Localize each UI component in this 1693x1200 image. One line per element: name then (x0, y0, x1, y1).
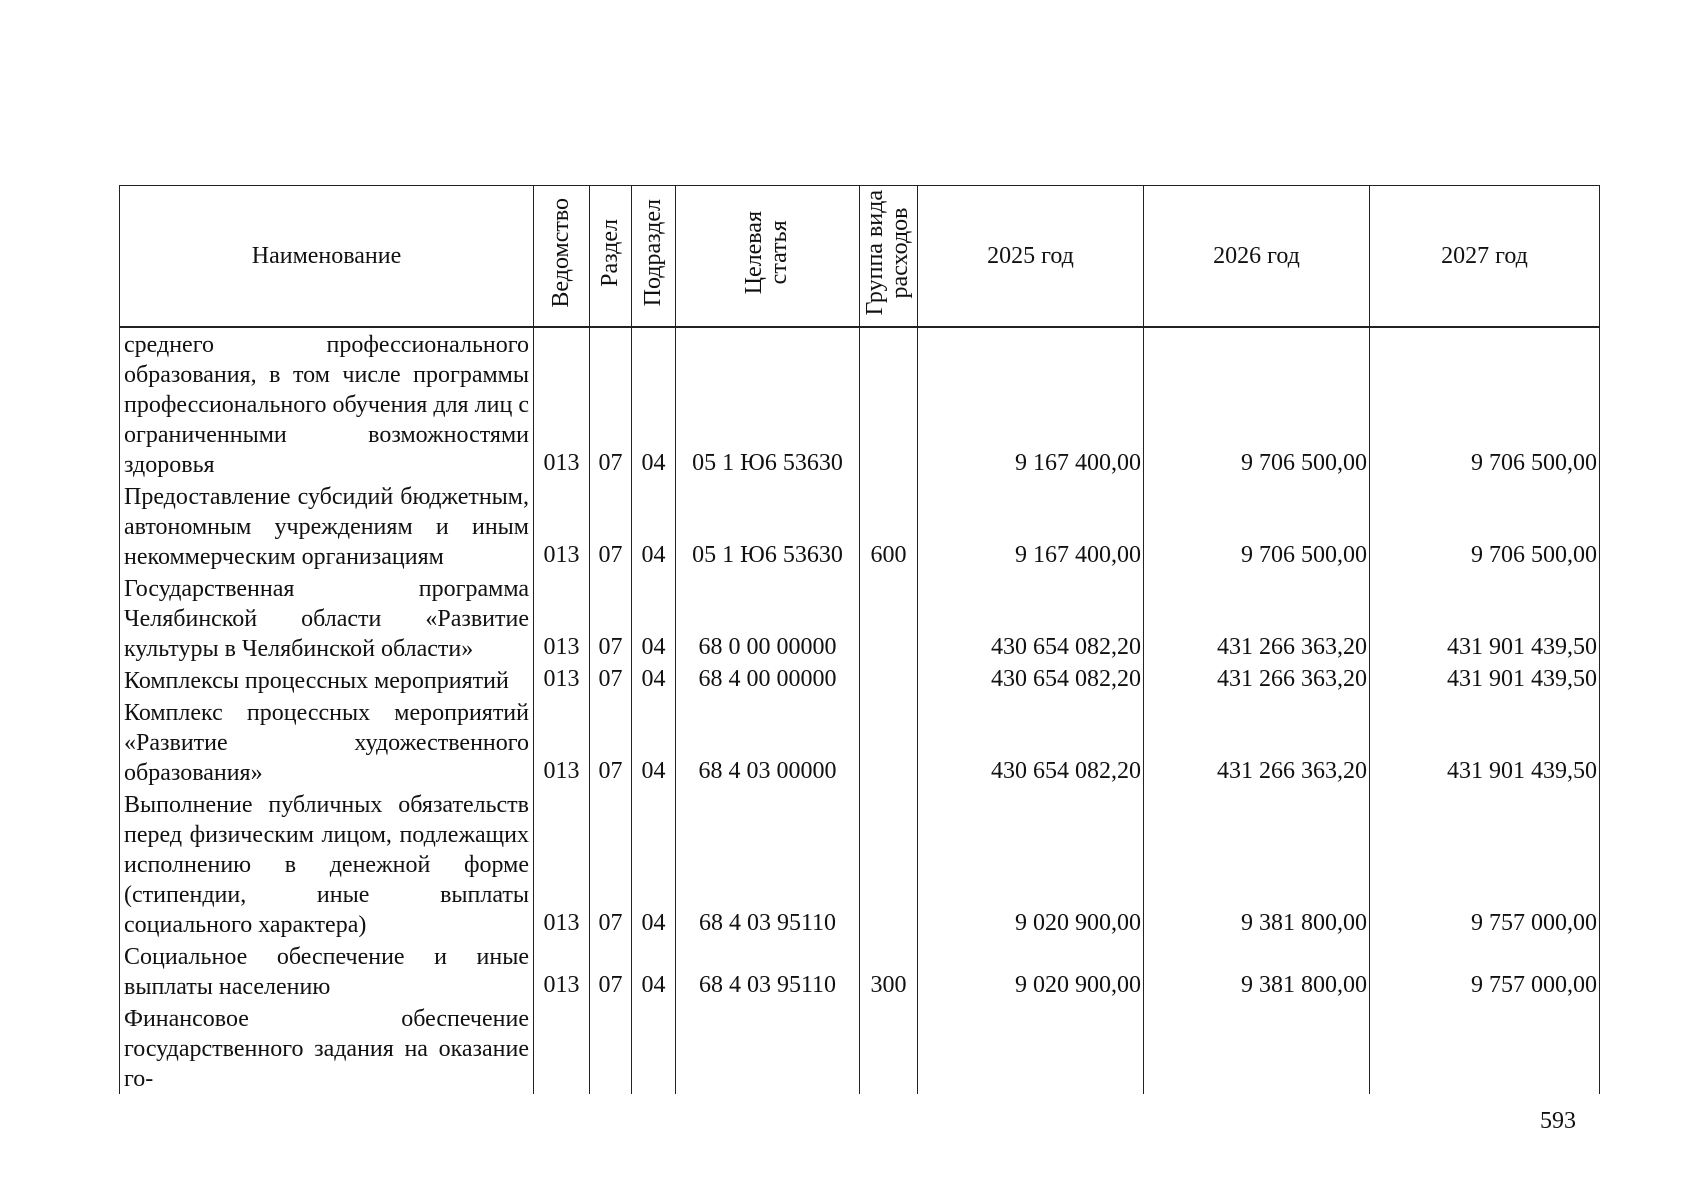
row-2026: 9 381 800,00 (1144, 788, 1370, 940)
row-group (860, 664, 918, 696)
table-row (120, 1002, 1600, 1094)
row-2026 (1144, 1002, 1370, 1094)
row-department: 013 (534, 940, 590, 1002)
row-2027: 9 757 000,00 (1370, 940, 1600, 1002)
row-section: 07 (590, 572, 632, 664)
row-2026: 431 266 363,20 (1144, 664, 1370, 696)
row-subsection: 04 (632, 480, 676, 572)
row-name: Предоставление субсидий бюджетным, автономным учреждениям и иным некоммерческим организациям (120, 480, 534, 572)
row-section: 07 (590, 940, 632, 1002)
row-section: 07 (590, 696, 632, 788)
row-target (676, 1002, 860, 1094)
header-section: Раздел (590, 186, 632, 328)
row-group (860, 696, 918, 788)
row-group: 600 (860, 480, 918, 572)
row-2027: 431 901 439,50 (1370, 572, 1600, 664)
table-body (120, 327, 1600, 1094)
header-name: Наименование (120, 186, 534, 328)
table-row (120, 788, 1600, 940)
header-department: Ведомство (534, 186, 590, 328)
row-group: 300 (860, 940, 918, 1002)
row-name: Социальное обеспечение и иные выплаты населению (120, 940, 534, 1002)
row-name: Выполнение публичных обязательств перед физическим лицом, подлежащих исполнению в денежной форме (стипендии, иные выплаты социального характера) (120, 788, 534, 940)
row-subsection: 04 (632, 696, 676, 788)
row-2027: 9 706 500,00 (1370, 327, 1600, 480)
table-row (120, 327, 1600, 480)
row-2027 (1370, 1002, 1600, 1094)
row-2025 (918, 1002, 1144, 1094)
row-name: Государственная программа Челябинской области «Развитие культуры в Челябинской области» (120, 572, 534, 664)
row-target: 68 0 00 00000 (676, 572, 860, 664)
row-subsection: 04 (632, 327, 676, 480)
header-group: Группа вида расходов (860, 186, 918, 328)
budget-table (119, 185, 1600, 1094)
table-row (120, 696, 1600, 788)
row-2027: 431 901 439,50 (1370, 696, 1600, 788)
row-group (860, 327, 918, 480)
row-2026: 9 706 500,00 (1144, 327, 1370, 480)
row-target: 68 4 03 95110 (676, 940, 860, 1002)
row-department: 013 (534, 696, 590, 788)
row-subsection: 04 (632, 572, 676, 664)
row-subsection: 04 (632, 664, 676, 696)
table-row (120, 480, 1600, 572)
row-department: 013 (534, 788, 590, 940)
row-name: Финансовое обеспечение государственного задания на оказание го- (120, 1002, 534, 1094)
row-2026: 9 381 800,00 (1144, 940, 1370, 1002)
row-department: 013 (534, 664, 590, 696)
row-section: 07 (590, 327, 632, 480)
row-subsection: 04 (632, 940, 676, 1002)
row-target: 05 1 Ю6 53630 (676, 327, 860, 480)
row-section: 07 (590, 480, 632, 572)
row-group (860, 788, 918, 940)
row-2027: 9 757 000,00 (1370, 788, 1600, 940)
row-2025: 9 167 400,00 (918, 327, 1144, 480)
row-target: 05 1 Ю6 53630 (676, 480, 860, 572)
header-year-2027: 2027 год (1370, 186, 1600, 328)
header-subsection: Подраздел (632, 186, 676, 328)
row-target: 68 4 03 00000 (676, 696, 860, 788)
row-2026: 431 266 363,20 (1144, 572, 1370, 664)
row-section (590, 1002, 632, 1094)
row-2026: 431 266 363,20 (1144, 696, 1370, 788)
row-group (860, 1002, 918, 1094)
row-target: 68 4 03 95110 (676, 788, 860, 940)
table-row (120, 572, 1600, 664)
row-2025: 9 020 900,00 (918, 788, 1144, 940)
row-name: Комплекс процессных мероприятий «Развитие художественного образования» (120, 696, 534, 788)
row-section: 07 (590, 664, 632, 696)
table-header (120, 186, 1600, 328)
row-2025: 9 167 400,00 (918, 480, 1144, 572)
row-subsection: 04 (632, 788, 676, 940)
row-2026: 9 706 500,00 (1144, 480, 1370, 572)
row-name: Комплексы процессных мероприятий (120, 664, 534, 696)
row-2027: 9 706 500,00 (1370, 480, 1600, 572)
table-row (120, 664, 1600, 696)
row-department: 013 (534, 572, 590, 664)
row-target: 68 4 00 00000 (676, 664, 860, 696)
row-2025: 430 654 082,20 (918, 664, 1144, 696)
row-subsection (632, 1002, 676, 1094)
row-section: 07 (590, 788, 632, 940)
row-department: 013 (534, 327, 590, 480)
row-2025: 430 654 082,20 (918, 696, 1144, 788)
row-department (534, 1002, 590, 1094)
row-2027: 431 901 439,50 (1370, 664, 1600, 696)
header-year-2026: 2026 год (1144, 186, 1370, 328)
row-group (860, 572, 918, 664)
page-number: 593 (1540, 1108, 1576, 1134)
row-department: 013 (534, 480, 590, 572)
header-target: Целевая статья (676, 186, 860, 328)
table-row (120, 940, 1600, 1002)
header-year-2025: 2025 год (918, 186, 1144, 328)
row-2025: 430 654 082,20 (918, 572, 1144, 664)
row-2025: 9 020 900,00 (918, 940, 1144, 1002)
row-name: среднего профессионального образования, в том числе программы профессионального обучения для лиц с ограниченными возможностями здоровья (120, 327, 534, 480)
